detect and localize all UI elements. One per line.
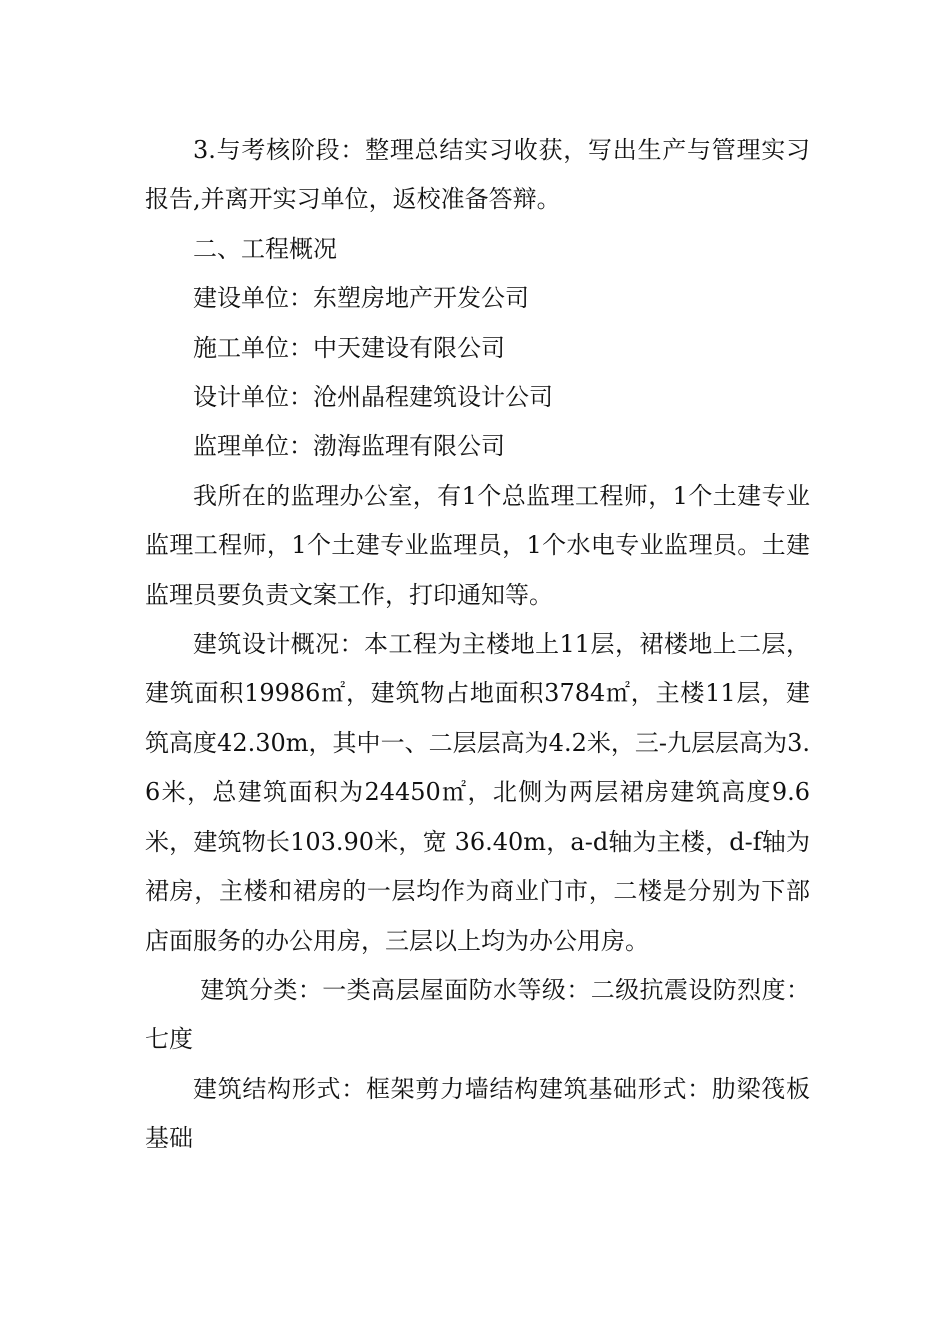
paragraph-building-classification: 建筑分类：一类高层屋面防水等级：二级抗震设防烈度：七度 <box>145 975 810 1054</box>
paragraph-supervision-office: 我所在的监理办公室，有1个总监理工程师，1个土建专业监理工程师，1个土建专业监理员，1个水电专业监理员。土建监理员要负责文案工作，打印通知等。 <box>145 481 810 609</box>
paragraph-design-unit: 设计单位：沧州晶程建筑设计公司 <box>193 383 553 412</box>
paragraph-construction-unit: 建设单位：东塑房地产开发公司 <box>193 284 529 313</box>
paragraph-supervision-unit: 监理单位：渤海监理有限公司 <box>193 432 505 461</box>
section-heading-project-overview: 二、工程概况 <box>193 234 337 263</box>
paragraph-architectural-design: 建筑设计概况：本工程为主楼地上11层，裙楼地上二层，建筑面积19986㎡，建筑物占地面积3784㎡，主楼11层，建筑高度42.30m，其中一、二层层高为4.2米，三-九层层高为3.6米，总建筑面积为24450㎡，北侧为两层裙房建筑高度9.6米，建筑物长103.90米，宽 36.40m，a-d轴为主楼，d-f轴为裙房，主楼和裙房的一层均作为商业门市，二楼是分别为下部店面服务的办公用房，三层以上均为办公用房。 <box>145 630 810 955</box>
paragraph-structure-form: 建筑结构形式：框架剪力墙结构建筑基础形式：肋梁筏板基础 <box>145 1074 810 1153</box>
document-page <box>145 126 810 1164</box>
paragraph-contractor-unit: 施工单位：中天建设有限公司 <box>193 333 505 362</box>
paragraph-internship-stage: 3.与考核阶段：整理总结实习收获，写出生产与管理实习报告,并离开实习单位，返校准备答辩。 <box>145 136 810 214</box>
